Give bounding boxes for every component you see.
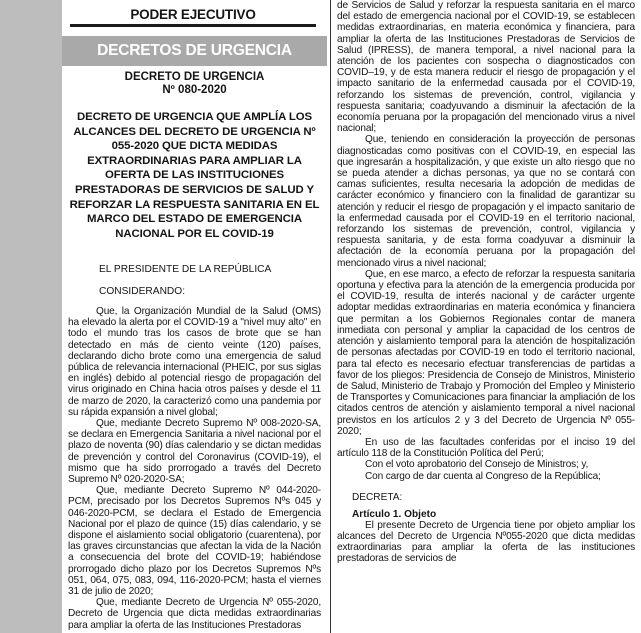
president-line: EL PRESIDENTE DE LA REPÚBLICA bbox=[99, 264, 272, 275]
paragraph: de Servicios de Salud y reforzar la respuesta sanitaria en el marco del estado de emergencia nacional por el COVID-19, se establecen medidas extraordinarias, en materia económica y financiera, para ampliar la oferta de las Instituciones Prestadoras de Servicios de Salud (IPRESS), de manera temporal, a nivel nacional para la atención de los pacientes con sospecha o diagnosticados con COVID–19, y de esta manera reducir el riesgo de propagación y el impacto sanitario de la enfermedad causada por el COVID-19, reforzando los sistemas de prevención, control, vigilancia y respuesta sanitaria; coadyuvando a disminuir la afectación de la economía peruana por la propagación del mencionado virus a nivel nacional; bbox=[337, 0, 635, 135]
article-title: Artículo 1. Objeto bbox=[352, 508, 437, 520]
decree-title: DECRETO DE URGENCIA bbox=[124, 71, 265, 83]
paragraph: En uso de las facultades conferidas por el inciso 19 del artículo 118 de la Constitución Política del Perú; bbox=[337, 436, 635, 460]
paragraph: Que, en ese marco, a efecto de reforzar la respuesta sanitaria oportuna y efectiva para la atención de la emergencia producida por el COVID-19, resulta de interés nacional y de carácter urgente adoptar medidas extraordinarias en materia económica y financiera que permitan a los Gobiernos Regionales contar de manera inmediata con personal y ampliar la capacidad de los centros de atención y aislamiento temporal para la atención de hospitalización de personas afectadas por COVID-19 en todo el territorio nacional, para tal efecto es necesario efectuar transferencias de partidas a favor de los pliegos: Presidencia de Consejo de Ministros, Ministerio de Salud, Ministerio de Trabajo y Promoción del Empleo y Ministerio de Transportes y Comunicaciones para financiar la ampliación de los citados centros de atención y aislamiento temporal a nivel nacional previstos en los artículos 2 y 3 del Decreto de Urgencia Nº 055-2020; bbox=[337, 268, 635, 437]
paragraph: Que, teniendo en consideración la proyección de personas diagnosticadas como positivas con el COVID-19, en especial las que ingresarán a hospitalización, y que existe un alto riesgo que no se pueda atender a dichas personas, ya que no se contará con camas suficientes, resulta necesaria la adopción de medidas de carácter económico y financiero con la finalidad de garantizar su atención y reducir el riesgo de propagación y el impacto sanitario de la enfermedad causada por el COVID-19 en el territorio nacional, reforzando los sistemas de prevención, control, vigilancia y respuesta sanitaria, y de esta forma coadyuvar a disminuir la afectación de la economía peruana por la propagación del mencionado virus a nivel nacional; bbox=[337, 134, 635, 269]
paragraph: Que, mediante Decreto de Urgencia Nº 055-2020, Decreto de Urgencia que dicta medidas extraordinarias para ampliar la oferta de las Instituciones Prestadoras bbox=[68, 597, 321, 631]
paragraph: Con cargo de dar cuenta al Congreso de la República; bbox=[365, 470, 601, 482]
paragraph: Que, mediante Decreto Supremo Nº 044-2020-PCM, precisado por los Decretos Supremos Nºs 045 y 046-2020-PCM, se declara el Estado de Emergencia Nacional por el plazo de quince (15) días calendario, y se dispone el aislamiento social obligatorio (cuarentena), por las graves circunstancias que afectan la vida de la Nación a consecuencia del brote del COVID-19; habiéndose prorrogado dicho plazo por los Decretos Supremos Nºs 051, 064, 075, 083, 094, 116-2020-PCM; hasta el viernes 31 de julio de 2020; bbox=[68, 485, 321, 598]
paragraph: Que, la Organización Mundial de la Salud (OMS) ha elevado la alerta por el COVID-19 a "nivel muy alto" en todo el mundo tras los casos de brote que se han detectado en más de ciento veinte (120) países, declarando dicho brote como una emergencia de salud pública de relevancia internacional (PHEIC, por sus siglas en inglés) debido al potencial riesgo de propagación del virus originado en China hacia otros países y desde el 11 de marzo de 2020, la caracterizó como una pandemia por su rápida expansión a nivel global; bbox=[68, 306, 321, 418]
decree-title-block bbox=[62, 71, 327, 97]
considerando-heading: CONSIDERANDO: bbox=[99, 286, 186, 297]
document-page bbox=[62, 0, 641, 633]
article-text: El presente Decreto de Urgencia tiene por objeto ampliar los alcances del Decreto de Urgencia Nº055-2020 que dicta medidas extraordinarias para ampliar la oferta de las instituciones prestadoras de servicios de bbox=[337, 519, 635, 565]
paragraph: Que, mediante Decreto Supremo Nº 008-2020-SA, se declara en Emergencia Sanitaria a nivel nacional por el plazo de noventa (90) días calendario y se dictan medidas de prevención y control del Coronavirus (COVID-19), el mismo que ha sido prorrogado a través del Decreto Supremo Nº 020-2020-SA; bbox=[68, 418, 321, 486]
section-banner: DECRETOS DE URGENCIA bbox=[62, 36, 327, 66]
left-body bbox=[68, 306, 321, 631]
right-body bbox=[337, 0, 635, 565]
column-divider bbox=[330, 0, 331, 633]
section-header: PODER EJECUTIVO bbox=[70, 6, 316, 27]
decreta-heading: DECRETA: bbox=[352, 491, 403, 503]
decree-number: Nº 080-2020 bbox=[162, 84, 227, 96]
paragraph: Con el voto aprobatorio del Consejo de Ministros; y, bbox=[365, 459, 589, 471]
decree-headline: DECRETO DE URGENCIA QUE AMPLÍA LOS ALCANCES DEL DECRETO DE URGENCIA Nº 055-2020 QUE DICTA MEDIDAS EXTRAORDINARIAS PARA AMPLIAR LA OFERTA DE LAS INSTITUCIONES PRESTADORAS DE SERVICIOS DE SALUD Y REFORZAR LA RESPUESTA SANITARIA EN EL MARCO DEL ESTADO DE EMERGENCIA NACIONAL POR EL COVID-19 bbox=[69, 111, 320, 240]
